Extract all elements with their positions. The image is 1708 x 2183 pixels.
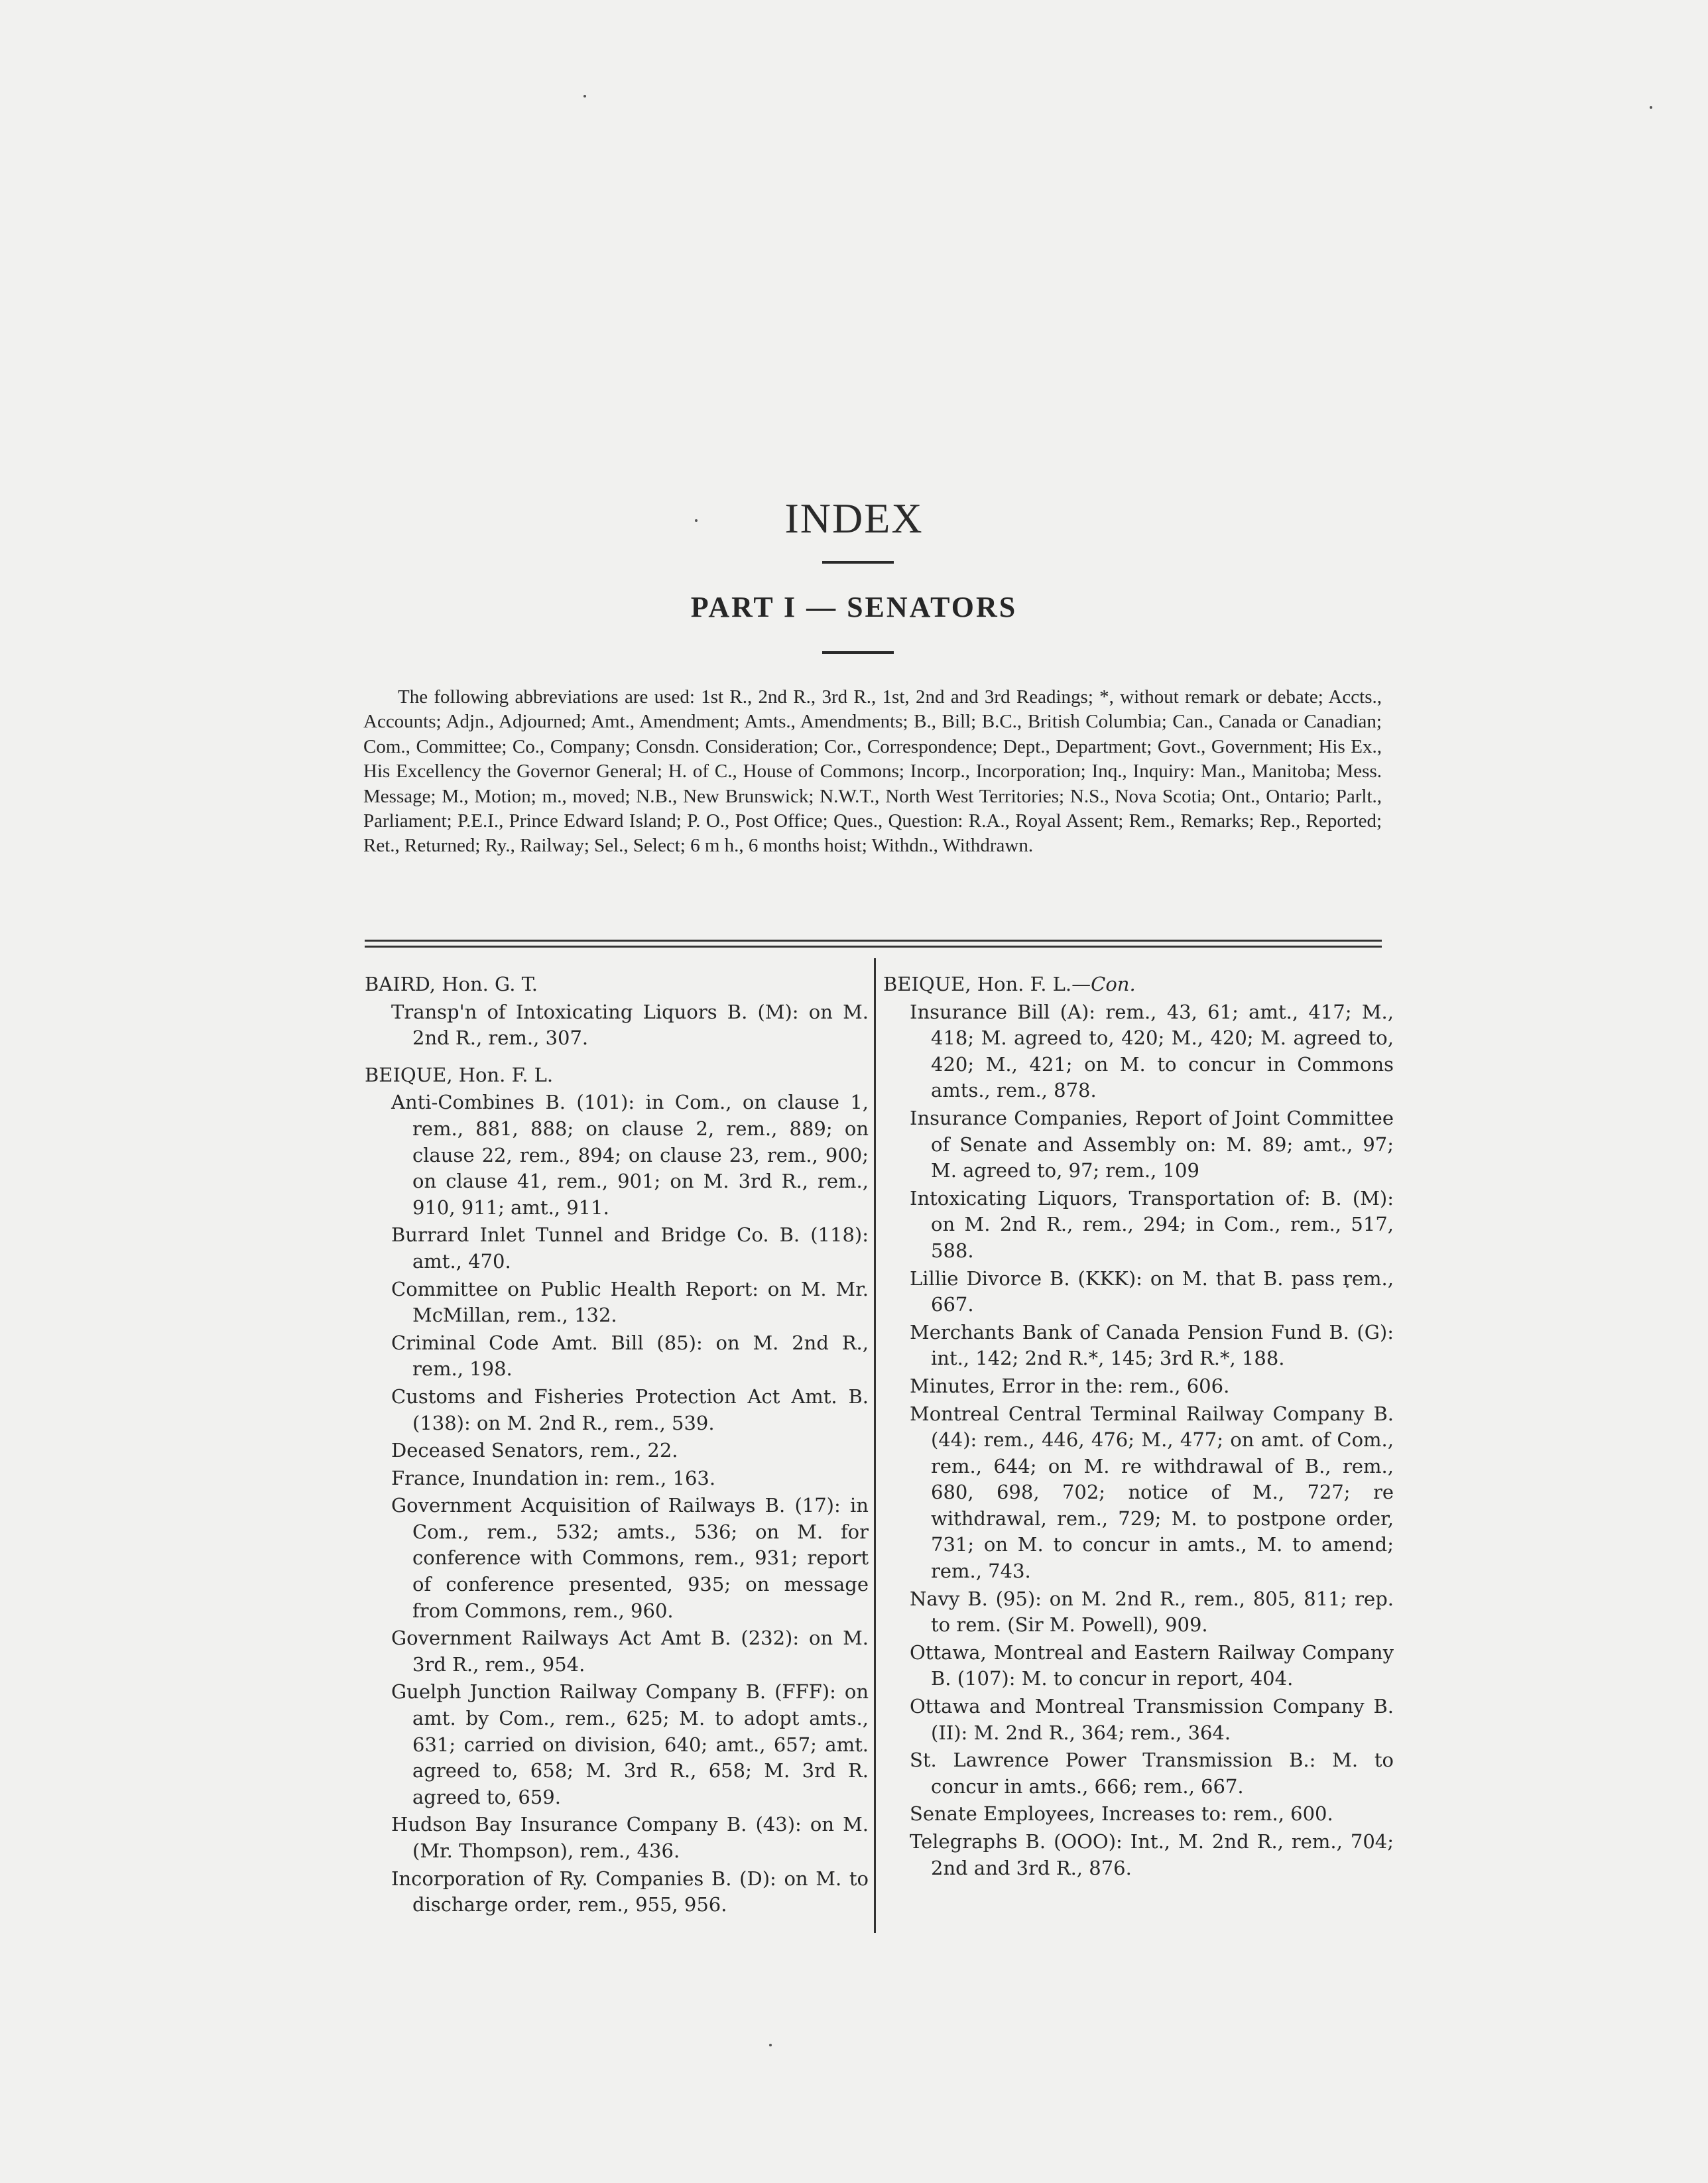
- index-entry: Customs and Fisheries Protection Act Amt. B. (138): on M. 2nd R., rem., 539.: [391, 1385, 869, 1434]
- beique-entries-continued: [883, 999, 1394, 1882]
- index-entry: Navy B. (95): on M. 2nd R., rem., 805, 811; rep. to rem. (Sir M. Powell), 909.: [910, 1587, 1394, 1637]
- senator-heading: BAIRD, Hon. G. T.: [365, 973, 538, 995]
- index-entry: Criminal Code Amt. Bill (85): on M. 2nd R., rem., 198.: [391, 1331, 869, 1381]
- index-entry: Merchants Bank of Canada Pension Fund B. (G): int., 142; 2nd R.*, 145; 3rd R.*, 188.: [910, 1320, 1394, 1370]
- index-entry: Intoxicating Liquors, Transportation of: B. (M): on M. 2nd R., rem., 294; in Com., rem., 517, 588.: [910, 1186, 1394, 1262]
- index-entry: Telegraphs B. (OOO): Int., M. 2nd R., rem., 704; 2nd and 3rd R., 876.: [910, 1830, 1394, 1879]
- index-entry: Hudson Bay Insurance Company B. (43): on M. (Mr. Thompson), rem., 436.: [391, 1813, 869, 1862]
- index-entry: Ottawa, Montreal and Eastern Railway Company B. (107): M. to concur in report, 404.: [910, 1641, 1394, 1690]
- section-rule: [365, 940, 1382, 942]
- index-entry: Burrard Inlet Tunnel and Bridge Co. B. (118): amt., 470.: [391, 1223, 869, 1273]
- scan-speck: [769, 2044, 772, 2046]
- baird-entries: [365, 999, 869, 1052]
- section-rule: [365, 946, 1382, 948]
- senator-heading-continued: [883, 971, 1394, 998]
- right-column: [883, 971, 1394, 1881]
- index-entry: Anti-Combines B. (101): in Com., on clause 1, rem., 881, 888; on clause 2, rem., 889; on clause 22, rem., 894; on clause 23, rem., 900; on clause 41, rem., 901; on M. 3rd R., rem., 910, 911; amt., 911.: [391, 1091, 869, 1219]
- index-entry: France, Inundation in: rem., 163.: [391, 1466, 716, 1489]
- index-entry: Committee on Public Health Report: on M. Mr. McMillan, rem., 132.: [391, 1277, 869, 1327]
- scan-speck: [583, 95, 586, 97]
- index-entry: Government Acquisition of Railways B. (17): in Com., rem., 532; amts., 536; on M. for conference with Commons, rem., 931; report of conference presented, 935; on message from Commons, rem., 960.: [391, 1494, 869, 1622]
- continued-label: Con.: [1091, 973, 1136, 995]
- scan-speck: [1650, 106, 1652, 109]
- heading-divider: [822, 651, 894, 654]
- index-entry: Insurance Bill (A): rem., 43, 61; amt., 417; M., 418; M. agreed to, 420; M., 420; M. agreed to, 420; M., 421; on M. to concur in Commons amts., rem., 878.: [910, 1000, 1394, 1102]
- page-title: INDEX: [784, 495, 924, 542]
- index-entry: Deceased Senators, rem., 22.: [391, 1439, 678, 1462]
- index-entry: Government Railways Act Amt B. (232): on M. 3rd R., rem., 954.: [391, 1627, 869, 1676]
- index-entry: Minutes, Error in the: rem., 606.: [910, 1374, 1230, 1397]
- abbreviations-paragraph: The following abbreviations are used: 1st R., 2nd R., 3rd R., 1st, 2nd and 3rd Readings; *, without remark or debate; Accts., Accounts; Adjn., Adjourned; Amt., Amendment; Amts., Amendments; B., Bill; B.C., British Columbia; Can., Canada or Canadian; Com., Committee; Co., Company; Consdn. Consideration; Cor., Correspondence; Dept., Department; Govt., Government; His Ex., His Excellency the Governor General; H. of C., House of Commons; Incorp., Incorporation; Inq., Inquiry: Man., Manitoba; Mess. Message; M., Motion; m., moved; N.B., New Brunswick; N.W.T., North West Territories; N.S., Nova Scotia; Ont., Ontario; Parlt., Parliament; P.E.I., Prince Edward Island; P. O., Post Office; Ques., Question: R.A., Royal Assent; Rem., Remarks; Rep., Reported; Ret., Returned; Ry., Railway; Sel., Select; 6 m h., 6 months hoist; Withdn., Withdrawn.: [363, 686, 1382, 857]
- index-entry: Senate Employees, Increases to: rem., 600.: [910, 1802, 1333, 1826]
- index-entry: Lillie Divorce B. (KKK): on M. that B. pass rem., 667.: [910, 1267, 1394, 1316]
- index-entry: Ottawa and Montreal Transmission Company B. (II): M. 2nd R., 364; rem., 364.: [910, 1695, 1394, 1744]
- left-column: [365, 971, 869, 1918]
- index-entry: St. Lawrence Power Transmission B.: M. to concur in amts., 666; rem., 667.: [910, 1749, 1394, 1798]
- column-divider: [874, 958, 876, 1933]
- index-entry: Transp'n of Intoxicating Liquors B. (M): on M. 2nd R., rem., 307.: [391, 1000, 869, 1050]
- title-divider: [822, 561, 894, 564]
- beique-entries: [365, 1090, 869, 1918]
- index-entry: Montreal Central Terminal Railway Company B. (44): rem., 446, 476; M., 477; on amt. of Com., rem., 644; on M. re withdrawal of B., rem., 680, 698, 702; notice of M., 727; re withdrawal, rem., 729; M. to postpone order, 731; on M. to concur in amts., M. to amend; rem., 743.: [910, 1402, 1394, 1583]
- index-entry: Guelph Junction Railway Company B. (FFF): on amt. by Com., rem., 625; M. to adopt amts., 631; carried on division, 640; amt., 657; amt. agreed to, 658; M. 3rd R., 658; M. 3rd R. agreed to, 659.: [391, 1680, 869, 1808]
- senator-heading: BEIQUE, Hon. F. L.: [365, 1063, 554, 1086]
- index-entry: Insurance Companies, Report of Joint Committee of Senate and Assembly on: M. 89; amt., 97; M. agreed to, 97; rem., 109: [910, 1106, 1394, 1182]
- part-heading: PART I — SENATORS: [690, 591, 1018, 623]
- senator-name: BEIQUE, Hon. F. L.—: [883, 973, 1091, 995]
- index-entry: Incorporation of Ry. Companies B. (D): on M. to discharge order, rem., 955, 956.: [391, 1867, 869, 1916]
